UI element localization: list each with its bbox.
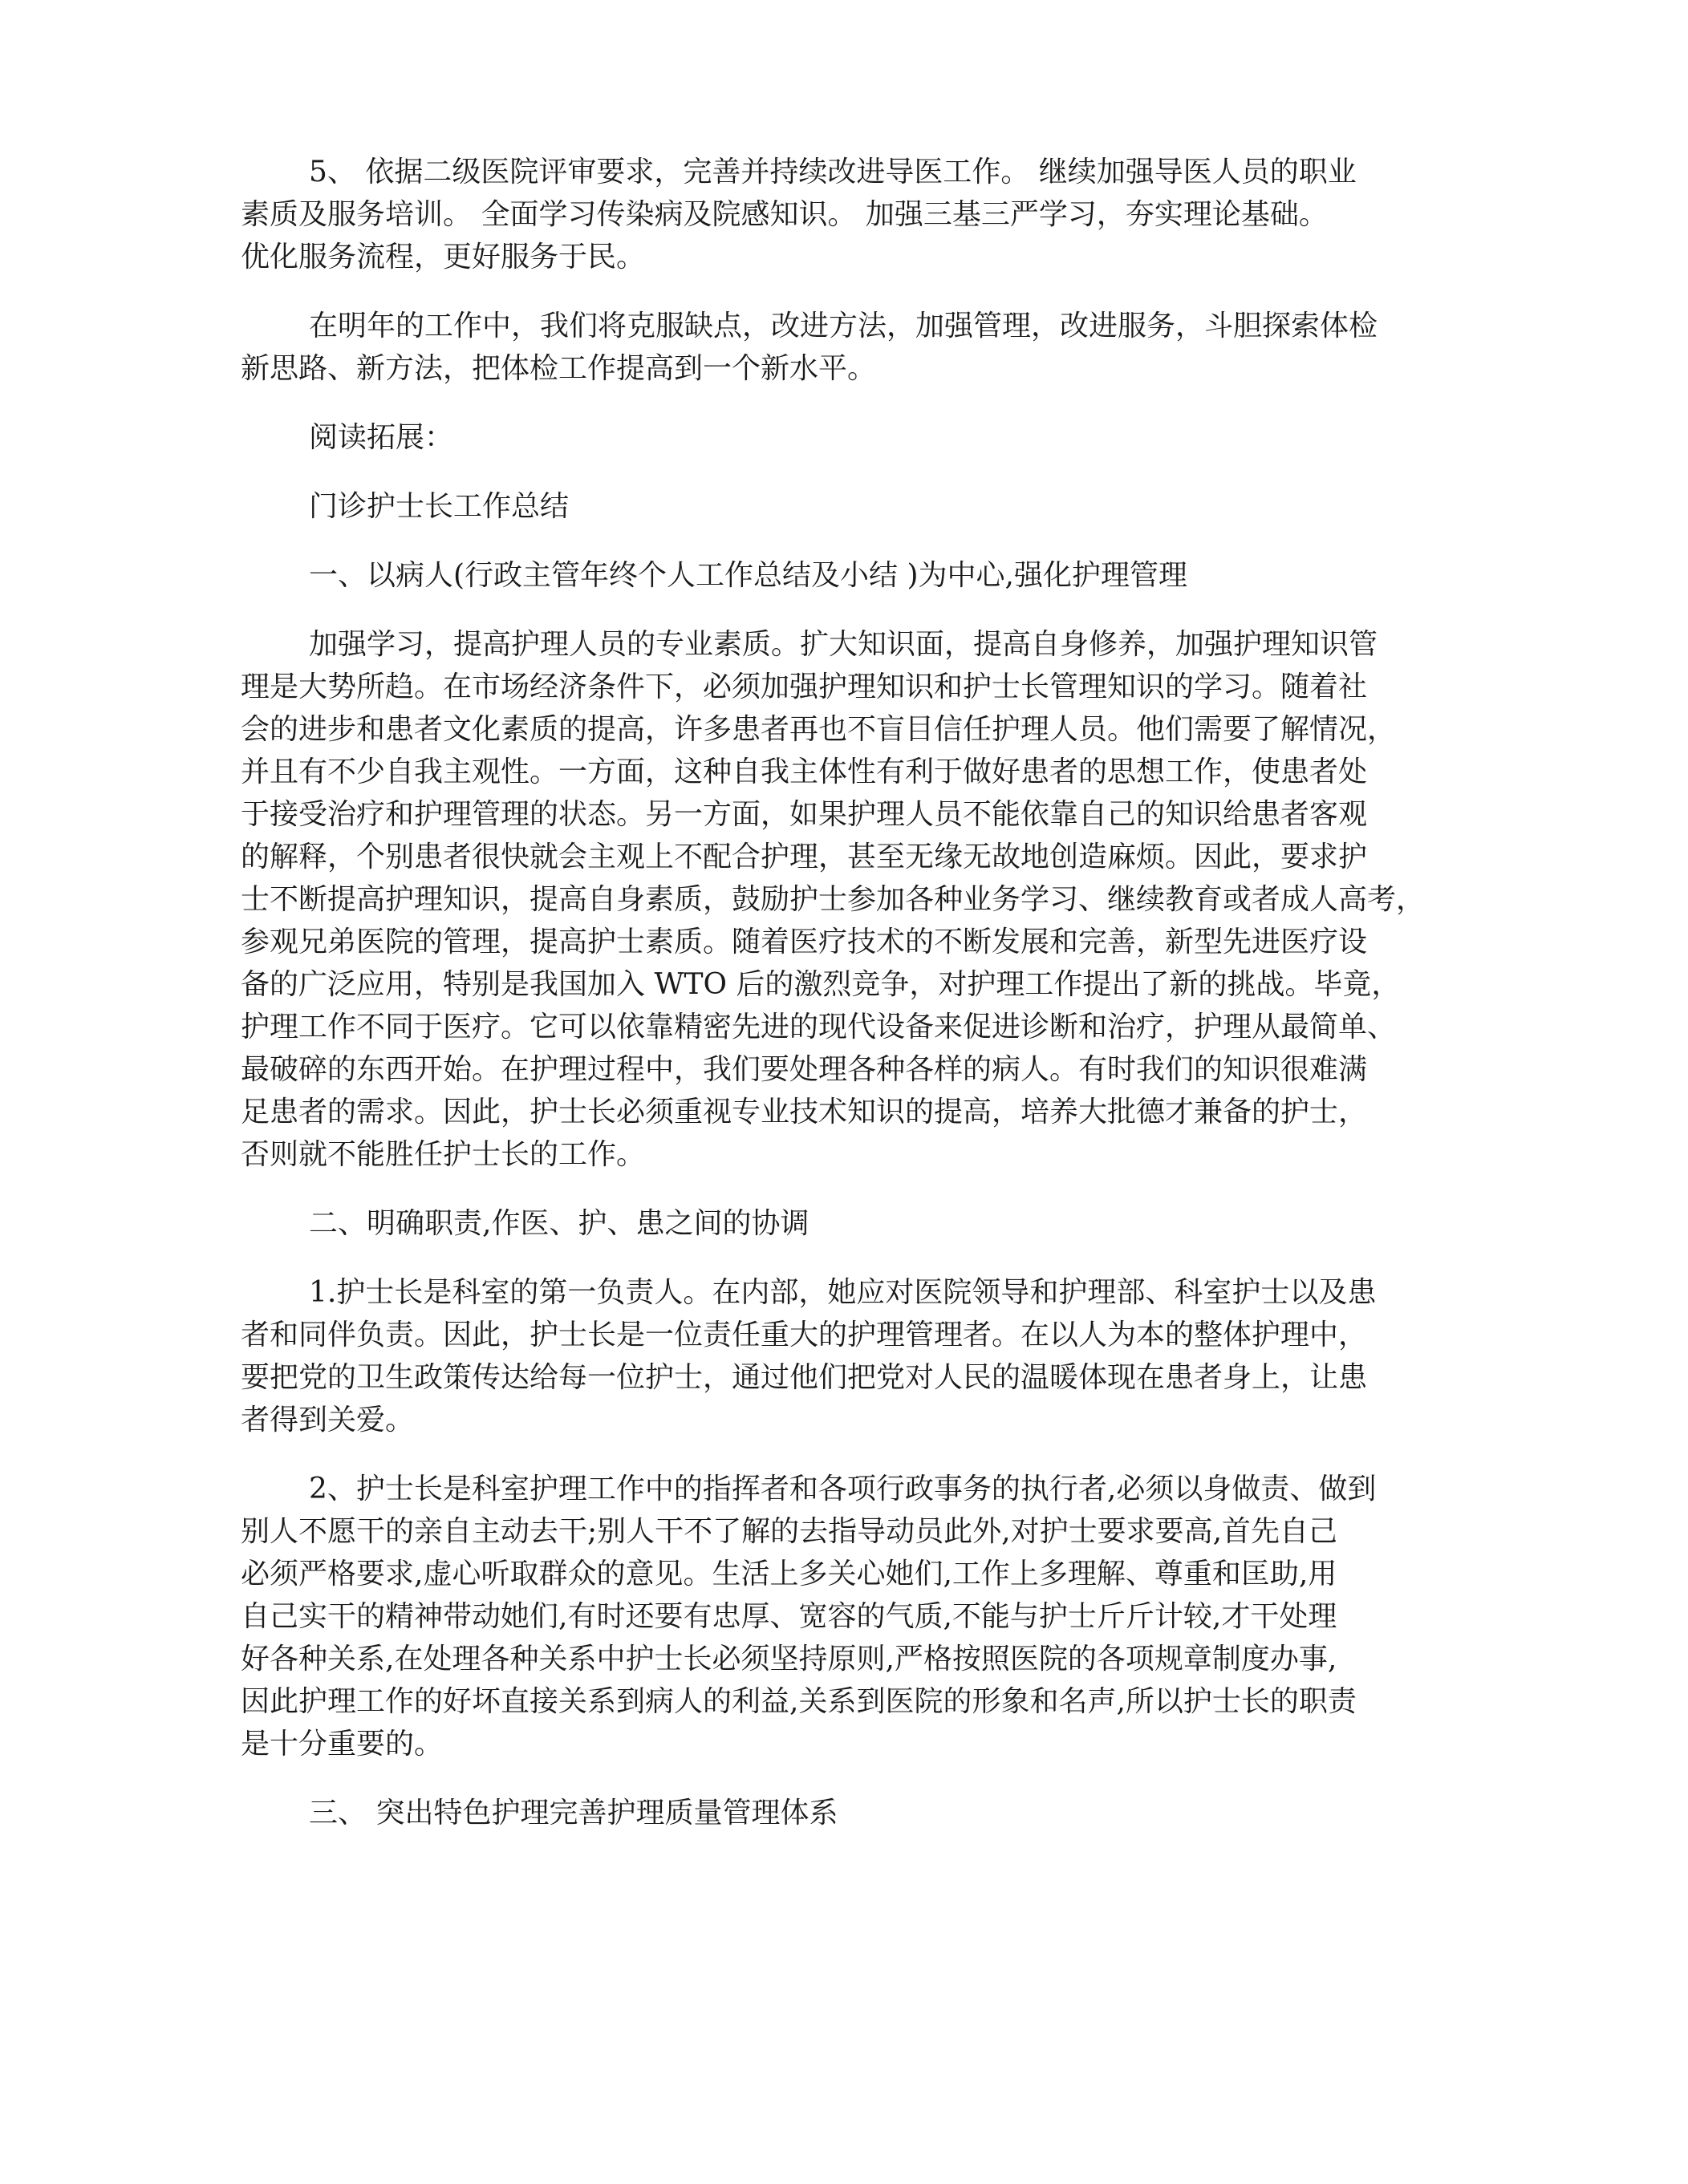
paragraph-guidance-work: 5、 依据二级医院评审要求，完善并持续改进导医工作。 继续加强导医人员的职业 素质及服务培训。 全面学习传染病及院感知识。 加强三基三严学习，夯实理论基础。 优化服务流程，更好服务于民。 xyxy=(241,156,1357,274)
paragraph-head-nurse-commander: 2、护士长是科室护理工作中的指挥者和各项行政事务的执行者,必须以身做责、做到 别人不愿干的亲自主动去干;别人干不了解的去指导动员此外,对护士要求要高,首先自己 必须严格要求,虚心听取群众的意见。生活上多关心她们,工作上多理解、尊重和匡助,用 自己实干的精神带动她们,有时还要有忠厚、宽容的气质,不能与护士斤斤计较,才干处理 好各种关系,在处理各种关系中护士长必须坚持原则,严格按照医院的各项规章制度办事, 因此护理工作的好坏直接关系到病人的利益,关系到医院的形象和名声,所以护士长的职责 是十分重要的。 xyxy=(241,1473,1377,1761)
heading-quality-system: 三、 突出特色护理完善护理质量管理体系 xyxy=(309,1797,838,1829)
heading-patient-centered: 一、以病人(行政主管年终个人工作总结及小结 )为中心,强化护理管理 xyxy=(309,559,1187,592)
paragraph-head-nurse-responsibility: 1.护士长是科室的第一负责人。在内部，她应对医院领导和护理部、科室护士以及患 者和同伴负责。因此，护士长是一位责任重大的护理管理者。在以人为本的整体护理中， 要把党的卫生政策传达给每一位护士，通过他们把党对人民的温暖体现在患者身上，让患 者得到关爱。 xyxy=(241,1276,1377,1436)
section-title: 门诊护士长工作总结 xyxy=(309,490,570,523)
heading-clarify-duties: 二、明确职责,作医、护、患之间的协调 xyxy=(309,1207,810,1240)
paragraph-next-year-plan: 在明年的工作中，我们将克服缺点，改进方法，加强管理，改进服务，斗胆探索体检 新思路、新方法，把体检工作提高到一个新水平。 xyxy=(241,310,1378,385)
document-body xyxy=(241,151,1492,1834)
paragraph-strengthen-learning: 加强学习，提高护理人员的专业素质。扩大知识面，提高自身修养，加强护理知识管 理是大势所趋。在市场经济条件下，必须加强护理知识和护士长管理知识的学习。随着社 会的进步和患者文化素质的提高，许多患者再也不盲目信任护理人员。他们需要了解情况， 并且有不少自我主观性。一方面，这种自我主体性有利于做好患者的思想工作，使患者处 于接受治疗和护理管理的状态。另一方面，如果护理人员不能依靠自己的知识给患者客观 的解释，个别患者很快就会主观上不配合护理，甚至无缘无故地创造麻烦。因此，要求护 士不断提高护理知识，提高自身素质，鼓励护士参加各种业务学习、继续教育或者成人高考， 参观兄弟医院的管理，提高护士素质。随着医疗技术的不断发展和完善，新型先进医疗设 备的广泛应用，特别是我国加入 WTO 后的激烈竞争，对护理工作提出了新的挑战。毕竟， 护理工作不同于医疗。它可以依靠精密先进的现代设备来促进诊断和治疗，护理从最简单、 最破碎的东西开始。在护理过程中，我们要处理各种各样的病人。有时我们的知识很难满 足患者的需求。因此，护士长必须重视专业技术知识的提高，培养大批德才兼备的护士， 否则就不能胜任护士长的工作。 xyxy=(241,628,1426,1171)
reading-extension-label: 阅读拓展： xyxy=(309,421,454,454)
